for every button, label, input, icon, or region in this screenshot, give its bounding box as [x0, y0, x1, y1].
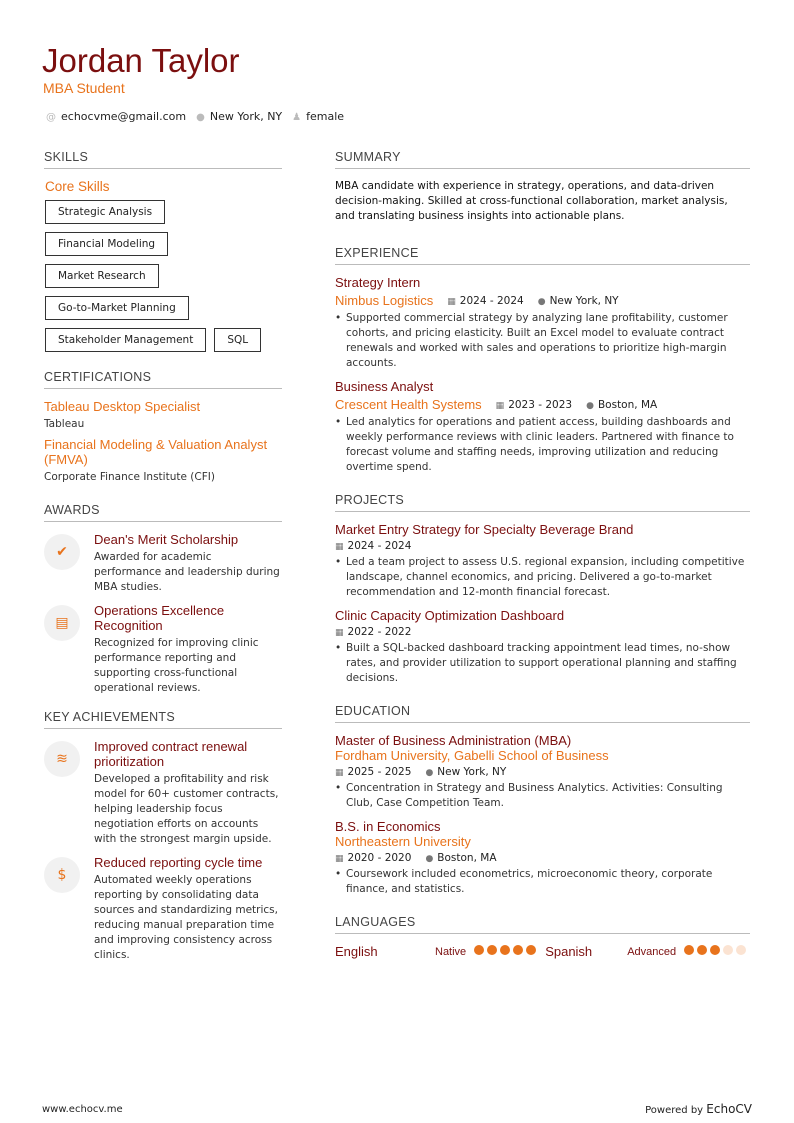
experience-item — [335, 275, 750, 371]
candidate-name: Jordan Taylor — [42, 42, 240, 79]
project-title: Clinic Capacity Optimization Dashboard — [335, 608, 565, 623]
calendar-icon: ▦ — [495, 400, 505, 411]
school-location: New York, NY — [437, 766, 507, 778]
clipboard-icon: ▤ — [44, 605, 80, 641]
dates: 2024 - 2024 — [459, 294, 524, 307]
rating-dot — [526, 945, 536, 955]
degree: B.S. in Economics — [335, 819, 441, 834]
award-desc: Recognized for improving clinic performance reporting and supporting cross-functional operational reviews. — [94, 637, 259, 694]
calendar-icon: ▦ — [447, 296, 456, 307]
language-name: Spanish — [545, 944, 593, 959]
calendar-icon: ▦ — [335, 854, 344, 864]
bullet: • Led analytics for operations and patient access, building dashboards and weekly performance reviews with clinic leaders. Partnered with finance to forecast volume and staffing needs, improving utilization and reducing overtime spend. — [335, 415, 750, 475]
achievement-title: Reduced reporting cycle time — [94, 855, 263, 870]
cert-issuer: Tableau — [44, 418, 85, 430]
bullet: • Led a team project to assess U.S. regional expansion, including competitive landscape, channel economics, and pricing. Delivered a go-to-market recommendation and 12-month financial forecast. — [335, 555, 750, 600]
section-heading: CERTIFICATIONS — [44, 370, 282, 389]
calendar-icon: ▦ — [335, 628, 344, 638]
language-level: Advanced — [627, 945, 677, 958]
rating-dot — [736, 945, 746, 955]
cake-icon: ≋ — [44, 741, 80, 777]
school-location: Boston, MA — [437, 852, 497, 864]
calendar-icon: ▦ — [335, 542, 344, 552]
certifications-section — [44, 370, 282, 485]
languages-section — [335, 915, 750, 959]
award-title: Dean's Merit Scholarship — [94, 532, 239, 547]
footer-powered — [645, 1102, 752, 1116]
language-name: English — [335, 944, 378, 959]
skill-tag: Strategic Analysis — [45, 200, 165, 224]
school: Fordham University, Gabelli School of Business — [335, 748, 609, 763]
section-heading: EDUCATION — [335, 704, 750, 723]
rating-dot — [697, 945, 707, 955]
brand-logo: EchoCV — [706, 1102, 752, 1116]
skill-tag: SQL — [214, 328, 261, 352]
contact-row — [46, 110, 344, 123]
person-icon: ♟ — [292, 112, 302, 123]
projects-section — [335, 493, 750, 686]
candidate-title: MBA Student — [43, 80, 125, 96]
bullet: • Concentration in Strategy and Business Analytics. Activities: Consulting Club, Case Competition Team. — [335, 781, 750, 811]
achievement-title: Improved contract renewal prioritization — [94, 739, 248, 769]
rating-dot — [684, 945, 694, 955]
left-column — [44, 150, 282, 977]
education-item — [335, 733, 750, 811]
dates: 2023 - 2023 — [508, 398, 573, 411]
achievement-desc: Automated weekly operations reporting by consolidating data sources and standardizing metrics, reducing manual preparation time and improving consistency across clinics. — [94, 874, 278, 961]
company: Nimbus Logistics — [335, 293, 434, 308]
school: Northeastern University — [335, 834, 471, 849]
degree: Master of Business Administration (MBA) — [335, 733, 572, 748]
cert-issuer: Corporate Finance Institute (CFI) — [44, 471, 215, 483]
section-heading: LANGUAGES — [335, 915, 750, 934]
dates: 2025 - 2025 — [347, 766, 412, 778]
education-section — [335, 704, 750, 897]
file-dollar-icon: $ — [44, 857, 80, 893]
skill-tag: Stakeholder Management — [45, 328, 206, 352]
job-role: Business Analyst — [335, 379, 434, 394]
skill-tag: Market Research — [45, 264, 159, 288]
right-column — [335, 150, 750, 973]
achievement-item — [44, 855, 282, 963]
section-heading: EXPERIENCE — [335, 246, 750, 265]
skill-tag: Go-to-Market Planning — [45, 296, 189, 320]
achievement-desc: Developed a profitability and risk model for 60+ customer contracts, helping leadership focus negotiation efforts on accounts with the strongest margin upside. — [94, 773, 279, 845]
award-item — [44, 603, 282, 696]
company: Crescent Health Systems — [335, 397, 482, 412]
calendar-icon: ▦ — [335, 768, 344, 778]
skill-tag: Financial Modeling — [45, 232, 168, 256]
skills-section — [44, 150, 282, 352]
dates: 2022 - 2022 — [347, 626, 412, 638]
rating-dot — [723, 945, 733, 955]
location-pin-icon: ● — [196, 112, 205, 123]
project-item — [335, 608, 750, 686]
bullet: • Coursework included econometrics, microeconomic theory, corporate finance, and statistics. — [335, 867, 750, 897]
dates: 2024 - 2024 — [347, 540, 412, 552]
rating-dot — [474, 945, 484, 955]
language-level: Native — [435, 945, 467, 958]
awards-section — [44, 503, 282, 696]
rating-dot — [500, 945, 510, 955]
rating-dot — [513, 945, 523, 955]
bullet: • Built a SQL-backed dashboard tracking appointment lead times, no-show rates, and provider utilization to support operational planning and staffing decisions. — [335, 641, 750, 686]
summary-text: MBA candidate with experience in strategy, operations, and data-driven decision-making. Skilled at cross-functional collaboration, market analysis, and translating business insights into actionable plans. — [335, 180, 728, 222]
job-location: Boston, MA — [597, 398, 658, 411]
location: New York, NY — [209, 110, 283, 123]
languages-row — [335, 944, 750, 959]
section-heading: PROJECTS — [335, 493, 750, 512]
language-rating — [474, 944, 539, 959]
language-rating — [684, 944, 749, 959]
section-heading: KEY ACHIEVEMENTS — [44, 710, 282, 729]
dates: 2020 - 2020 — [347, 852, 412, 864]
achievement-item — [44, 739, 282, 847]
at-icon: @ — [46, 112, 56, 123]
rating-dot — [710, 945, 720, 955]
location-pin-icon: ● — [537, 296, 546, 307]
job-role: Strategy Intern — [335, 275, 421, 290]
summary-section — [335, 150, 750, 224]
gender: female — [306, 110, 345, 123]
cert-name: Tableau Desktop Specialist — [44, 399, 201, 414]
award-item — [44, 532, 282, 595]
powered-label: Powered by — [645, 1105, 704, 1116]
education-item — [335, 819, 750, 897]
experience-section — [335, 246, 750, 475]
location-pin-icon: ● — [425, 768, 434, 778]
project-title: Market Entry Strategy for Specialty Beverage Brand — [335, 522, 634, 537]
cert-name: Financial Modeling & Valuation Analyst (FMVA) — [44, 437, 268, 467]
project-item — [335, 522, 750, 600]
section-heading: SKILLS — [44, 150, 282, 169]
experience-item — [335, 379, 750, 475]
skill-group: Core Skills — [45, 179, 110, 194]
award-desc: Awarded for academic performance and leadership during MBA studies. — [94, 551, 280, 593]
section-heading: AWARDS — [44, 503, 282, 522]
section-heading: SUMMARY — [335, 150, 750, 169]
badge-check-icon: ✔ — [44, 534, 80, 570]
footer-website[interactable]: www.echocv.me — [42, 1104, 123, 1115]
location-pin-icon: ● — [425, 854, 434, 864]
rating-dot — [487, 945, 497, 955]
job-location: New York, NY — [549, 294, 619, 307]
location-pin-icon: ● — [586, 400, 594, 411]
email[interactable]: echocvme@gmail.com — [61, 110, 187, 123]
award-title: Operations Excellence Recognition — [94, 603, 225, 633]
achievements-section — [44, 710, 282, 963]
bullet: • Supported commercial strategy by analyzing lane profitability, customer cohorts, and pricing elasticity. Built an Excel model to evaluate contract renewals and worked with sales and operations to prioritize high-margin accounts. — [335, 311, 750, 371]
